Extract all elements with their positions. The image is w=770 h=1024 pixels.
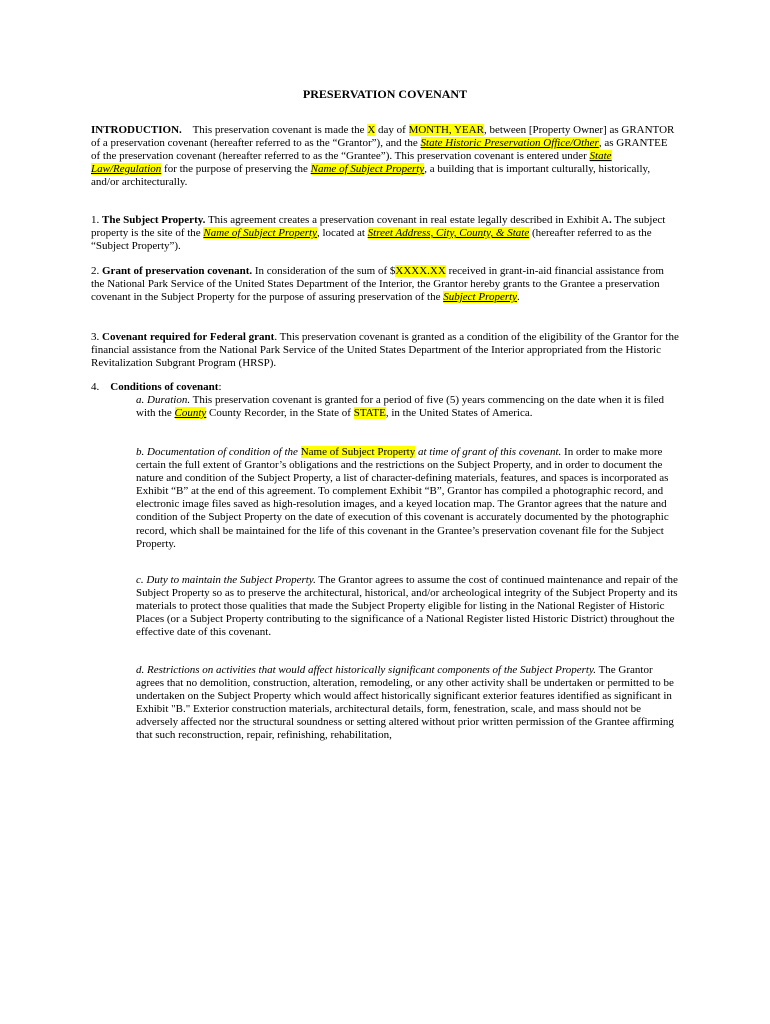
section-2-text-2: received in grant-in-aid financial assistance from the National Park Service of the United States Department of the Interior, the Grantor hereby grants to the Grantee a preservation covenant in the Subject Property for the purpose of assuring preservation of the [91, 265, 664, 304]
section-2-text-3: . [517, 291, 520, 304]
amount-field[interactable]: XXXX.XX [395, 265, 446, 277]
condition-c-paragraph [136, 574, 681, 639]
section-3-text-1: . This preservation covenant is granted as a condition of the eligibility of the Grantor for the financial assistance from the National Park Service of the United States Department of the Interior appropriated from the Historic Revitalization Subgrant Program (HRSP). [91, 331, 679, 370]
condition-b-label-2: at time of grant of this covenant. [418, 446, 562, 458]
intro-text-2: day of [378, 124, 406, 136]
section-3-paragraph [91, 331, 679, 370]
section-2-paragraph [91, 265, 679, 304]
section-3-number: 3. [91, 331, 100, 343]
grantee-field[interactable]: State Historic Preservation Office/Other [420, 137, 599, 150]
condition-a-text-3: , in the United States of America. [385, 407, 533, 420]
condition-c-label: c. Duty to maintain the Subject Property. [136, 574, 316, 586]
condition-b-paragraph [136, 446, 681, 551]
condition-b-text-1: In order to make more certain the full extent of Grantor’s obligations and the restrictions on the Subject Property, and in order to document the nature and condition of the Subject Property, a list of character-defining materials, features, and spaces is incorporated as Exhibit “B” at the end of this agreement. To complement Exhibit “B”, Grantor has compiled a photographic record, and electronic image files saved as high-resolution images, and a keyed location map. The Grantor agrees that the nature and condition of the Subject Property on the date of execution of this covenant is accurately documented by the photographic record, which shall be maintained for the life of this covenant in the Grantee’s preservation covenant file for the Subject Property. [136, 446, 669, 550]
section-2-heading: Grant of preservation covenant. [102, 265, 253, 277]
section-1-text-4: (hereafter referred to as the “Subject Property”). [91, 227, 652, 253]
condition-d-label: d. Restrictions on activities that would affect historically significant components of the Subject Property. [136, 664, 597, 676]
section-1-text-3: , located at [316, 227, 365, 240]
section-4-number: 4. [91, 381, 100, 393]
condition-c-text-1: The Grantor agrees to assume the cost of continued maintenance and repair of the Subject Property so as to preserve the architectural, historical, and/or archeological integrity of the Subject Property and its materials to protect those qualities that made the Subject Property eligible for listing in the National Register of Historic Places (or a Subject Property contributing to the significance of a National Register listed Historic District) throughout the effective date of this covenant. [136, 574, 678, 639]
document-title: PRESERVATION COVENANT [302, 87, 468, 101]
month-year-field[interactable]: MONTH, YEAR [408, 124, 484, 136]
intro-heading: INTRODUCTION. [91, 124, 182, 136]
section-1-heading: The Subject Property. [102, 214, 206, 226]
section-4-heading-line [91, 381, 679, 394]
condition-a-label: a. Duration. [136, 394, 191, 406]
intro-text-4: , as GRANTEE of the preservation covenant (hereafter referred to as the “Grantee”). This preservation covenant is entered under [91, 137, 668, 163]
section-4-heading: Conditions of covenant [110, 381, 219, 393]
state-law-field[interactable]: State Law/Regulation [91, 150, 612, 176]
section-4-colon: : [218, 381, 222, 393]
intro-text-1: This preservation covenant is made the [192, 124, 365, 136]
state-field[interactable]: STATE [353, 407, 386, 420]
section-2-number: 2. [91, 265, 100, 277]
address-field[interactable]: Street Address, City, County, & State [367, 227, 530, 240]
intro-text-5: for the purpose of preserving the [164, 163, 308, 176]
condition-a-text-2: County Recorder, in the State of [209, 407, 351, 420]
section-1-text-1: This agreement creates a preservation covenant in real estate legally described in Exhibit A [207, 214, 609, 226]
condition-d-paragraph [136, 664, 681, 743]
section-1-period: . [608, 214, 612, 226]
section-1-text-2: The subject property is the site of the [91, 214, 666, 240]
condition-a-paragraph [136, 394, 681, 420]
property-name-field[interactable]: Name of Subject Property [203, 227, 317, 240]
section-2-text-1: In consideration of the sum of $ [254, 265, 396, 277]
county-field[interactable]: County [174, 407, 207, 420]
section-1-paragraph [91, 214, 679, 253]
property-name-field[interactable]: Name of Subject Property [310, 163, 425, 176]
condition-a-text-1: This preservation covenant is granted for a period of five (5) years commencing on the date when it is filed with the [136, 394, 664, 420]
subject-property-field[interactable]: Subject Property [443, 291, 518, 304]
property-name-field[interactable]: Name of Subject Property [300, 446, 416, 458]
condition-b-label: b. Documentation of condition of the [136, 446, 298, 458]
intro-paragraph [91, 124, 679, 189]
condition-d-text-1: The Grantor agrees that no demolition, construction, alteration, remodeling, or any other activity shall be undertaken or permitted to be undertaken on the Subject Property which would affect historically significant exterior features identified as significant in Exhibit "B." Exterior construction materials, architectural details, form, fenestration, scale, and mass should not be adversely affected nor the structural soundness or setting altered without prior written permission of the Grantee affirming that such reconstruction, repair, refinishing, rehabilitation, [136, 664, 674, 742]
section-3-heading: Covenant required for Federal grant [102, 331, 275, 343]
section-1-number: 1. [91, 214, 100, 226]
intro-text-6: , a building that is important culturally, historically, and/or architecturally. [91, 163, 651, 189]
day-field[interactable]: X [367, 124, 376, 136]
intro-text-3: , between [Property Owner] as GRANTOR of a preservation covenant (hereafter referred to as the “Grantor”), and the [91, 124, 675, 150]
